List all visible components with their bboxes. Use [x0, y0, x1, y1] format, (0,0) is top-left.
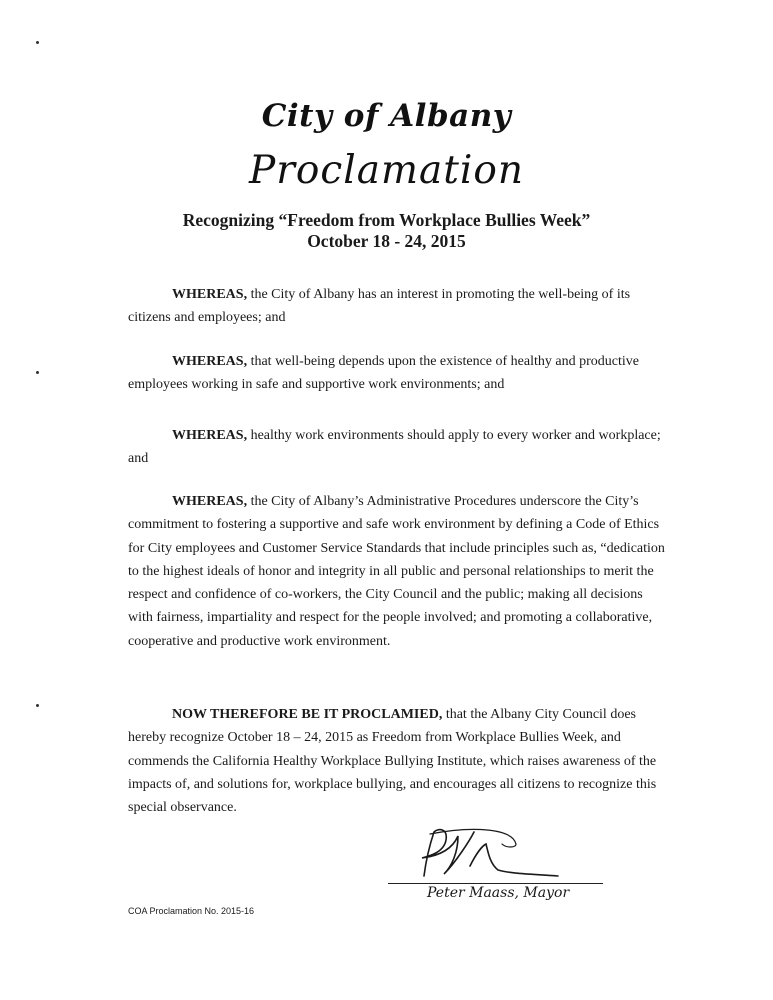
margin-dot: [36, 371, 39, 374]
paragraph-text: that well-being depends upon the existence of healthy and productive employees working in safe and supportive work environments; and: [128, 354, 639, 393]
proclamation-paragraph: [128, 703, 668, 819]
whereas-paragraph-3: [128, 424, 668, 471]
paragraph-lead: WHEREAS,: [172, 428, 248, 443]
paragraph-lead: NOW THEREFORE BE IT PROCLAMIED,: [172, 707, 443, 722]
mayor-signature: [412, 826, 572, 884]
city-heading: City of Albany: [261, 98, 512, 134]
paragraph-text: the City of Albany has an interest in promoting the well-being of its citizens and employees; and: [128, 287, 631, 326]
whereas-paragraph-2: [128, 350, 668, 397]
margin-dot: [36, 704, 39, 707]
subtitle-line-1: Recognizing “Freedom from Workplace Bullies Week”: [182, 210, 591, 230]
subtitle-line-2: October 18 - 24, 2015: [307, 231, 466, 251]
whereas-paragraph-1: [128, 283, 668, 330]
signature-line: [388, 883, 603, 884]
paragraph-lead: WHEREAS,: [172, 287, 248, 302]
signer-name: Peter Maass, Mayor: [427, 885, 570, 901]
subtitle: [0, 210, 773, 252]
paragraph-lead: WHEREAS,: [172, 494, 248, 509]
proclamation-number: COA Proclamation No. 2015-16: [128, 906, 255, 916]
paragraph-text: the City of Albany’s Administrative Procedures underscore the City’s commitment to fostering a supportive and safe work environment by defining a Code of Ethics for City employees and Customer Service Standards that include principles such as, “dedication to the highest ideals of honor and integrity in all public and personal relationships to merit the respect and confidence of co-workers, the City Council and the public; making all decisions with fairness, impartiality and respect for the people involved; and promoting a collaborative, cooperative and productive work environment.: [128, 494, 665, 649]
whereas-paragraph-4: [128, 490, 668, 653]
paragraph-text: that the Albany City Council does hereby recognize October 18 – 24, 2015 as Freedom from Workplace Bullies Week, and commends the California Healthy Workplace Bullying Institute, which raises awareness of the impacts of, and solutions for, workplace bullying, and encourages all citizens to recognize this special observance.: [128, 707, 657, 816]
document-title: Proclamation: [249, 148, 524, 193]
margin-dot: [36, 41, 39, 44]
paragraph-lead: WHEREAS,: [172, 354, 248, 369]
paragraph-text: healthy work environments should apply to every worker and workplace; and: [128, 428, 661, 467]
